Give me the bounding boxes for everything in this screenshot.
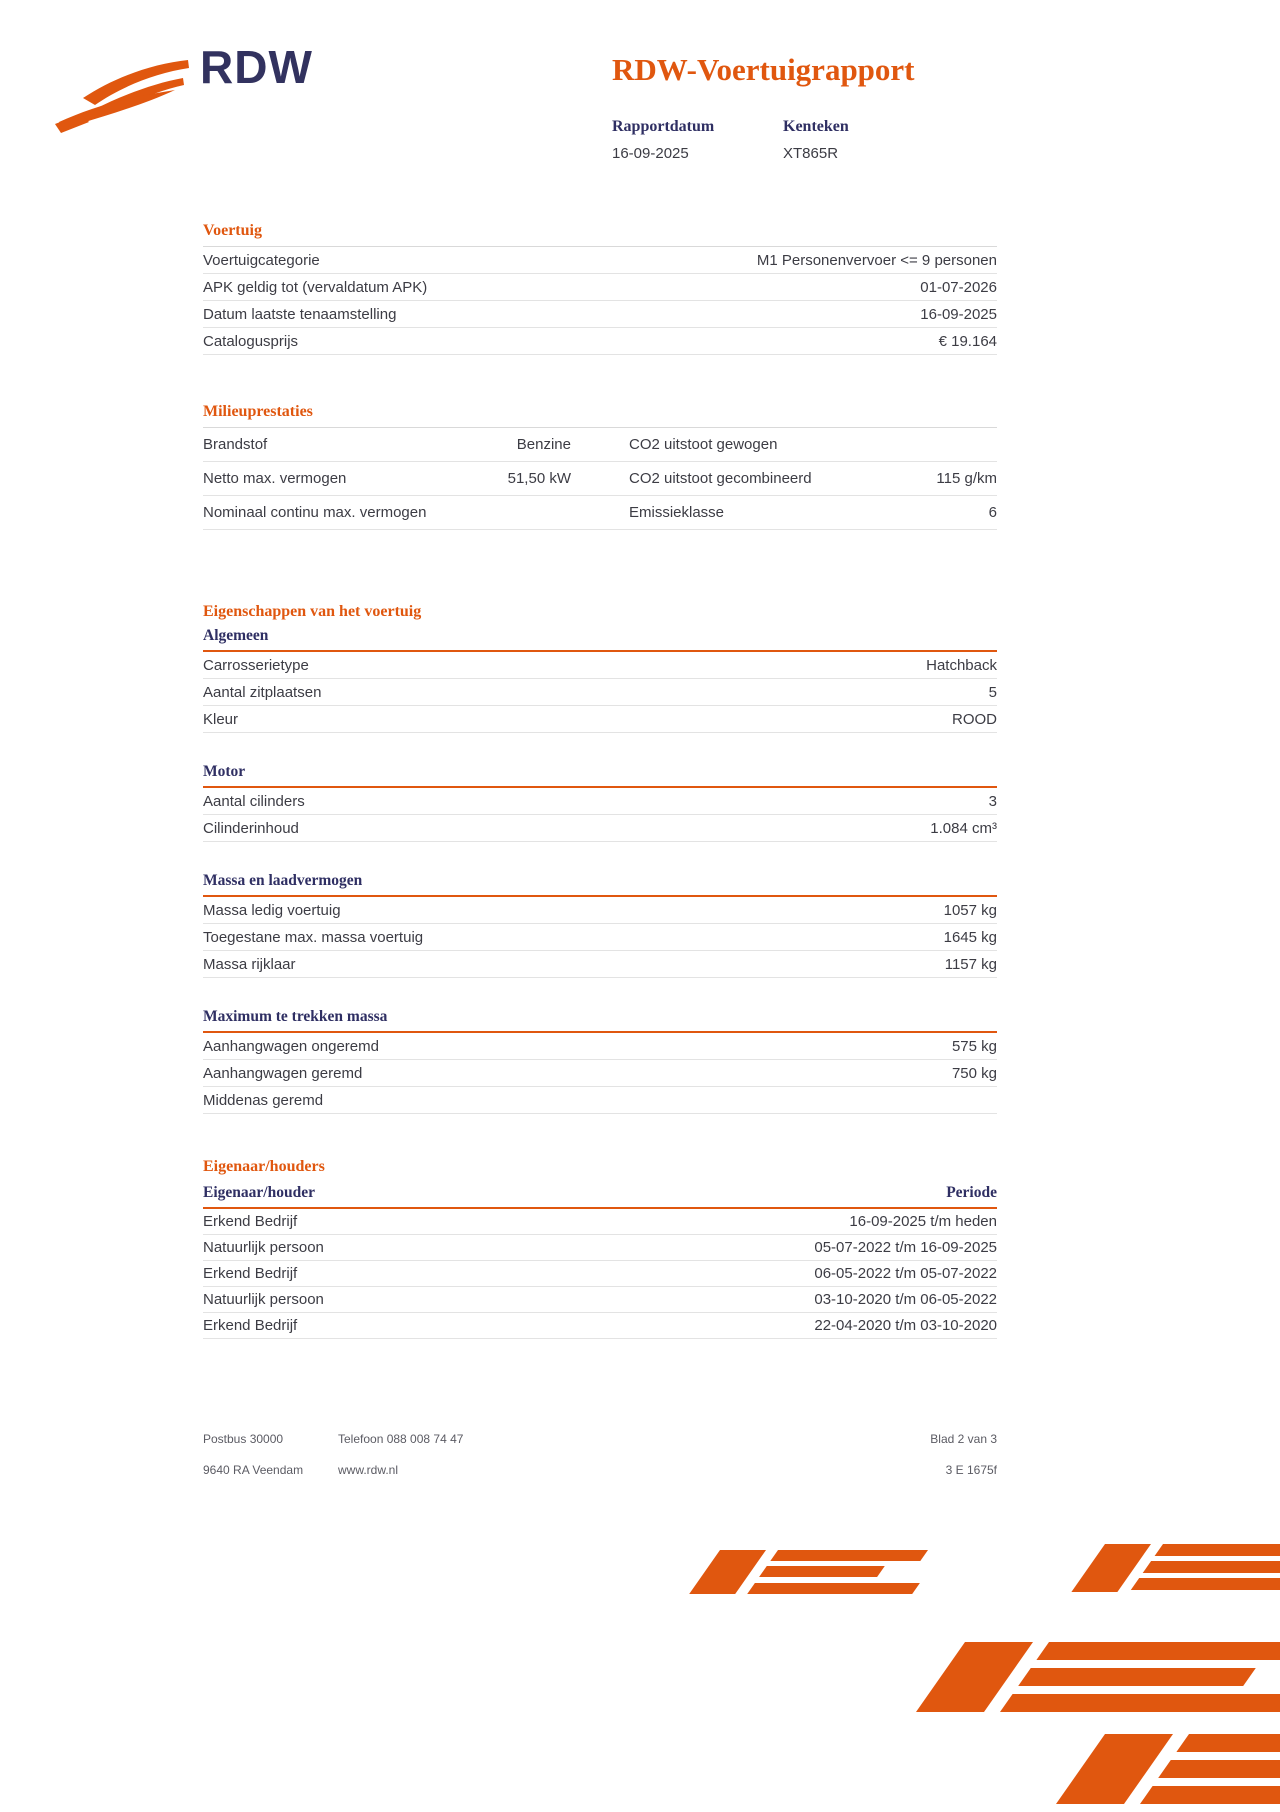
row-right-pair [629, 470, 997, 487]
section-eigenschappen [203, 603, 997, 1114]
row-value: 06-05-2022 t/m 05-07-2022 [814, 1265, 997, 1282]
table-row [203, 328, 997, 355]
section-title: Eigenaar/houders [203, 1158, 325, 1175]
row-label: Aantal cilinders [203, 792, 305, 810]
owner-table [203, 1209, 997, 1339]
row-value-right: 115 g/km [936, 470, 997, 487]
footer-address-line1: Postbus 30000 [203, 1432, 284, 1446]
row-label: Voertuigcategorie [203, 251, 320, 269]
row-right-pair [629, 436, 997, 453]
row-label: Massa ledig voertuig [203, 901, 341, 919]
section-title: Voertuig [203, 222, 262, 239]
row-label: Natuurlijk persoon [203, 1291, 324, 1308]
table-row [203, 301, 997, 328]
row-value: 22-04-2020 t/m 03-10-2020 [814, 1317, 997, 1334]
footer-website: www.rdw.nl [338, 1463, 399, 1477]
row-value: 1645 kg [943, 928, 997, 946]
algemeen-table [203, 652, 997, 733]
row-label: Catalogusprijs [203, 332, 299, 350]
table-row [203, 462, 997, 496]
footer-page-number: Blad 2 van 3 [930, 1432, 997, 1446]
subsection-title: Maximum te trekken massa [203, 1008, 997, 1033]
row-label-left: Brandstof [203, 436, 268, 453]
row-label: Kleur [203, 710, 239, 728]
report-date-label: Rapportdatum [612, 118, 715, 135]
subsection-maximum-trekken-massa [203, 1008, 997, 1114]
row-value: 16-09-2025 [920, 305, 997, 323]
row-label: Aanhangwagen geremd [203, 1064, 363, 1082]
motor-table [203, 788, 997, 842]
table-row [203, 1261, 997, 1287]
table-row [203, 815, 997, 842]
table-row [203, 788, 997, 815]
report-title: RDW-Voertuigrapport [612, 52, 915, 87]
rdw-logo-icon [55, 52, 190, 145]
row-value: Hatchback [926, 656, 997, 674]
subsection-title: Motor [203, 763, 997, 788]
row-value-left: Benzine [516, 436, 571, 453]
row-label-right: Emissieklasse [629, 504, 725, 521]
row-label: Aantal zitplaatsen [203, 683, 322, 701]
table-row [203, 679, 997, 706]
row-label-left: Netto max. vermogen [203, 470, 347, 487]
table-row [203, 496, 997, 530]
row-label: Massa rijklaar [203, 955, 296, 973]
row-value: M1 Personenvervoer <= 9 personen [756, 251, 997, 269]
row-value: 16-09-2025 t/m heden [849, 1213, 997, 1230]
row-label: APK geldig tot (vervaldatum APK) [203, 278, 428, 296]
license-plate-value: XT865R [783, 145, 839, 162]
row-right-pair [629, 504, 997, 521]
page-footer [203, 1432, 997, 1494]
row-value-right: 6 [988, 504, 997, 521]
row-value: € 19.164 [938, 332, 997, 350]
table-row [203, 428, 997, 462]
subsection-motor [203, 763, 997, 842]
milieu-table [203, 427, 997, 530]
footer-phone: Telefoon 088 008 74 47 [338, 1432, 464, 1446]
table-row [203, 1033, 997, 1060]
footer-address-line2: 9640 RA Veendam [203, 1463, 304, 1477]
subsection-algemeen [203, 627, 997, 733]
report-date-value: 16-09-2025 [612, 145, 689, 162]
section-voertuig [203, 222, 997, 355]
row-value: 01-07-2026 [920, 278, 997, 296]
row-value: 750 kg [951, 1064, 997, 1082]
table-row [203, 1235, 997, 1261]
row-label: Carrosserietype [203, 656, 309, 674]
rdw-logo-text: RDW [200, 41, 313, 93]
row-label: Erkend Bedrijf [203, 1317, 298, 1334]
section-milieuprestaties [203, 403, 997, 530]
row-label: Cilinderinhoud [203, 819, 299, 837]
row-label-left: Nominaal continu max. vermogen [203, 504, 427, 521]
row-value: 5 [988, 683, 997, 701]
subsection-title: Massa en laadvermogen [203, 872, 997, 897]
table-row [203, 951, 997, 978]
table-row [203, 1313, 997, 1339]
row-value: 575 kg [951, 1037, 997, 1055]
subsection-title: Algemeen [203, 627, 997, 652]
period-column-header: Periode [946, 1184, 997, 1201]
row-label: Aanhangwagen ongeremd [203, 1037, 379, 1055]
table-row [203, 706, 997, 733]
row-value: 05-07-2022 t/m 16-09-2025 [814, 1239, 997, 1256]
license-plate-block [783, 118, 849, 162]
row-value: 1057 kg [943, 901, 997, 919]
footer-line-2 [203, 1463, 997, 1477]
footer-doc-code: 3 E 1675f [945, 1463, 997, 1477]
footer-line-1 [203, 1432, 997, 1446]
rdw-pattern-graphic [635, 1542, 1280, 1812]
row-label: Erkend Bedrijf [203, 1213, 298, 1230]
row-label: Natuurlijk persoon [203, 1239, 324, 1256]
table-row [203, 652, 997, 679]
row-label-right: CO2 uitstoot gewogen [629, 436, 778, 453]
section-title: Milieuprestaties [203, 403, 313, 420]
row-label: Middenas geremd [203, 1091, 324, 1109]
subsection-massa [203, 872, 997, 978]
table-row [203, 274, 997, 301]
voertuig-table [203, 246, 997, 355]
row-value-left: 51,50 kW [507, 470, 571, 487]
table-row [203, 924, 997, 951]
table-row [203, 247, 997, 274]
section-title: Eigenschappen van het voertuig [203, 603, 422, 620]
row-value: 1.084 cm³ [930, 819, 997, 837]
row-value: ROOD [952, 710, 997, 728]
table-row [203, 1087, 997, 1114]
row-label: Erkend Bedrijf [203, 1265, 298, 1282]
section-eigenaar-houders [203, 1158, 997, 1339]
row-label: Toegestane max. massa voertuig [203, 928, 424, 946]
table-row [203, 1209, 997, 1235]
report-date-block [612, 118, 714, 162]
row-label-right: CO2 uitstoot gecombineerd [629, 470, 812, 487]
owner-table-header [203, 1182, 997, 1209]
table-row [203, 1287, 997, 1313]
row-value: 3 [988, 792, 997, 810]
row-label: Datum laatste tenaamstelling [203, 305, 397, 323]
trekken-table [203, 1033, 997, 1114]
table-row [203, 1060, 997, 1087]
massa-table [203, 897, 997, 978]
row-value: 03-10-2020 t/m 06-05-2022 [814, 1291, 997, 1308]
row-value: 1157 kg [944, 955, 997, 973]
license-plate-label: Kenteken [783, 118, 849, 135]
table-row [203, 897, 997, 924]
owner-column-header: Eigenaar/houder [203, 1184, 315, 1201]
